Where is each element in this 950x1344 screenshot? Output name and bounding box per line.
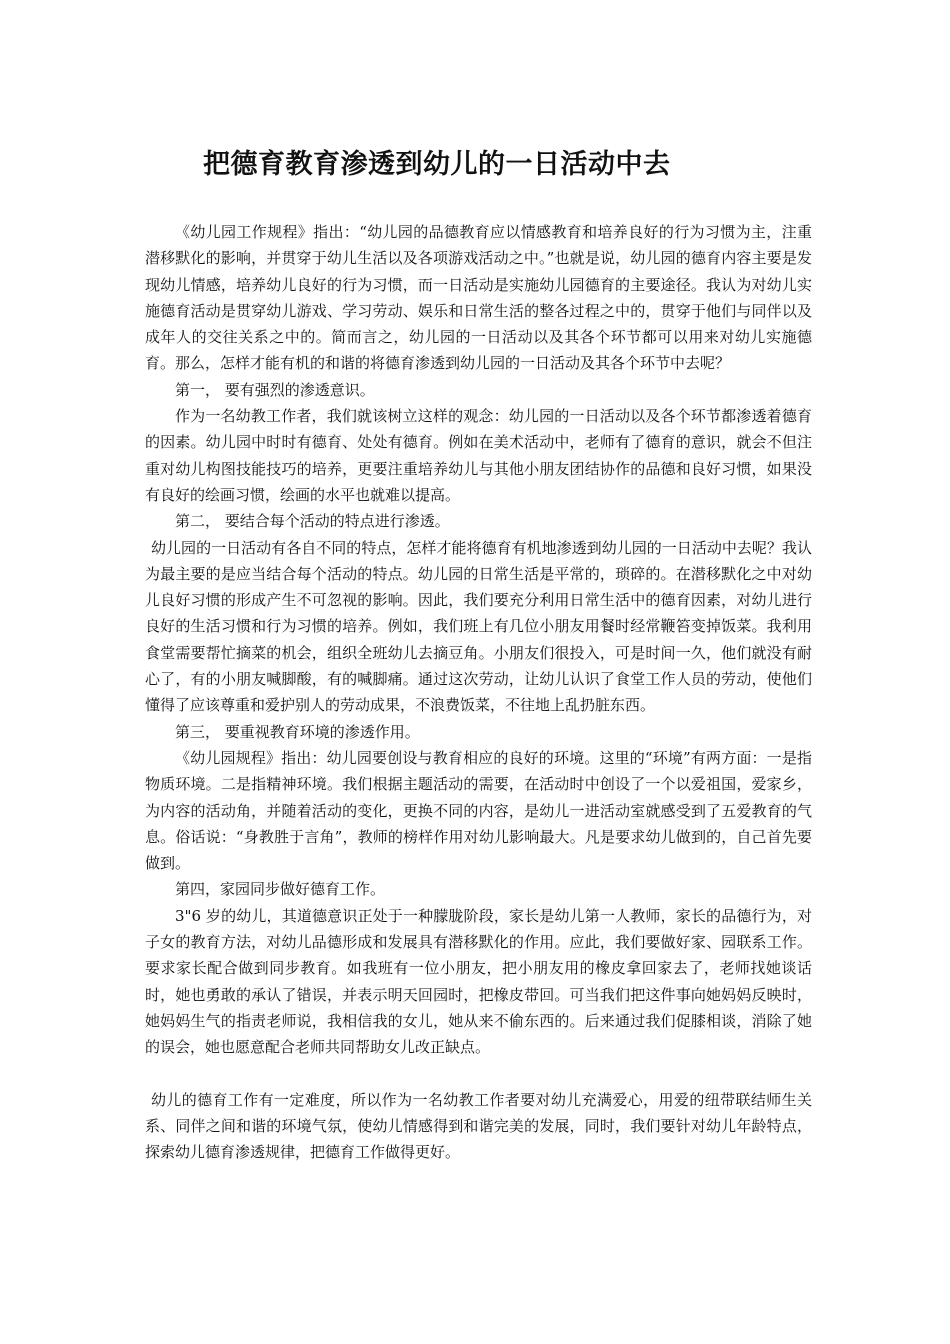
section-body-2: 幼儿园的一日活动有各自不同的特点，怎样才能将德育有机地渗透到幼儿园的一日活动中去呢？我认为最主要的是应当结合每个活动的特点。幼儿园的日常生活是平常的，琐碎的。在潜移默化之中对幼儿良好习惯的形成产生不可忽视的影响。因此，我们要充分利用日常生活中的德育因素，对幼儿进行良好的生活习惯和行为习惯的培养。例如，我们班上有几位小朋友用餐时经常鞭笞变掉饭菜。我利用食堂需要帮忙摘菜的机会，组织全班幼儿去摘豆角。小朋友们很投入，可是时间一久，他们就没有耐心了，有的小朋友喊脚酸，有的喊脚痛。通过这次劳动，让幼儿认识了食堂工作人员的劳动，使他们懂得了应该尊重和爱护别人的劳动成果，不浪费饭菜，不往地上乱扔脏东西。: [145, 538, 812, 715]
section-heading-1: 第一， 要有强烈的渗透意识。: [175, 380, 375, 399]
document-page: [145, 145, 812, 1165]
section-heading-4: 第四，家园同步做好德育工作。: [175, 880, 386, 899]
section-heading-2: 第二， 要结合每个活动的特点进行渗透。: [175, 512, 450, 531]
section-body-3: 《幼儿园规程》指出：幼儿园要创设与教育相应的良好的环境。这里的“环境”有两方面：一是指物质环境。二是指精神环境。我们根据主题活动的需要，在活动时中创设了一个以爱祖国，爱家乡，为内容的活动角，并随着活动的变化，更换不同的内容，是幼儿一进活动室就感受到了五爱教育的气息。俗话说：“身教胜于言角”，教师的榜样作用对幼儿影响最大。凡是要求幼儿做到的，自己首先要做到。: [145, 748, 812, 873]
conclusion-paragraph: 幼儿的德育工作有一定难度，所以作为一名幼教工作者要对幼儿充满爱心，用爱的纽带联结师生关系、同伴之间和谐的环境气氛，使幼儿情感得到和谐完美的发展，同时，我们要针对幼儿年龄特点，探索幼儿德育渗透规律，把德育工作做得更好。: [145, 1090, 812, 1162]
section-body-4: 3"6 岁的幼儿，其道德意识正处于一种朦胧阶段，家长是幼儿第一人教师，家长的品德行为，对子女的教育方法，对幼儿品德形成和发展具有潜移默化的作用。应此，我们要做好家、园联系工作。要求家长配合做到同步教育。如我班有一位小朋友，把小朋友用的橡皮拿回家去了，老师找她谈话时，她也勇敢的承认了错误，并表示明天回园时，把橡皮带回。可当我们把这件事向她妈妈反映时，她妈妈生气的指责老师说，我相信我的女儿，她从来不偷东西的。后来通过我们促膝相谈，消除了她的误会，她也愿意配合老师共同帮助女儿改正缺点。: [145, 906, 812, 1057]
document-title: 把德育教育渗透到幼儿的一日活动中去: [203, 149, 671, 180]
section-body-1: 作为一名幼教工作者，我们就该树立这样的观念：幼儿园的一日活动以及各个环节都渗透着德育的因素。幼儿园中时时有德育、处处有德育。例如在美术活动中，老师有了德育的意识，就会不但注重对幼儿构图技能技巧的培养，更要注重培养幼儿与其他小朋友团结协作的品德和良好习惯，如果没有良好的绘画习惯，绘画的水平也就难以提高。: [145, 407, 812, 504]
section-heading-3: 第三， 要重视教育环境的渗透作用。: [175, 722, 420, 741]
intro-paragraph: 《幼儿园工作规程》指出：“幼儿园的品德教育应以情感教育和培养良好的行为习惯为主，注重潜移默化的影响，并贯穿于幼儿生活以及各项游戏活动之中。”也就是说，幼儿园的德育内容主要是发现幼儿情感，培养幼儿良好的行为习惯，而一日活动是实施幼儿园德育的主要途径。我认为对幼儿实施德育活动是贯穿幼儿游戏、学习劳动、娱乐和日常生活的整各过程之中的，贯穿于他们与同伴以及成年人的交往关系之中的。简而言之，幼儿园的一日活动以及其各个环节都可以用来对幼儿实施德育。那么，怎样才能有机的和谐的将德育渗透到幼儿园的一日活动及其各个环节中去呢？: [145, 223, 812, 373]
